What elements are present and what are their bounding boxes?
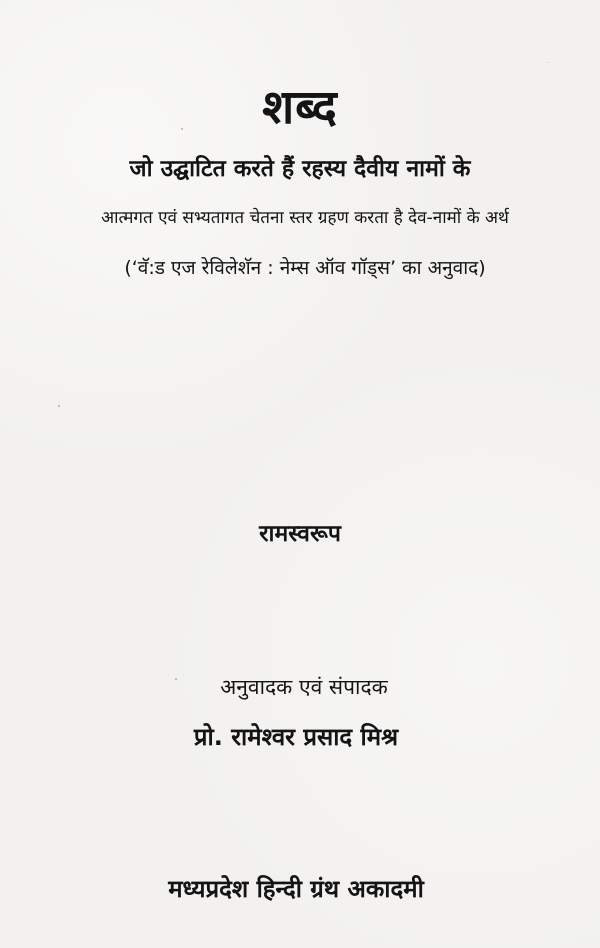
editor-name: प्रो. रामेश्वर प्रसाद मिश्र bbox=[193, 723, 399, 751]
book-subtitle: जो उद्घाटित करते हैं रहस्य दैवीय नामों के bbox=[129, 156, 471, 182]
editor-role: अनुवादक एवं संपादक bbox=[220, 675, 388, 699]
book-title: शब्द bbox=[262, 80, 338, 135]
paper-speck bbox=[181, 128, 183, 130]
publisher-name: मध्यप्रदेश हिन्दी ग्रंथ अकादमी bbox=[168, 875, 424, 903]
paper-speck bbox=[58, 405, 60, 407]
book-tagline: आत्मगत एवं सभ्यतागत चेतना स्तर ग्रहण करता है देव-नामों के अर्थ bbox=[101, 208, 509, 228]
paper-speck bbox=[548, 62, 549, 63]
translation-note: (‘वॅ:ड एज रेविलेशॅन : नेम्स ऑव गॉड्स’ का अनुवाद) bbox=[124, 257, 486, 279]
author-name: रामस्वरूप bbox=[259, 521, 341, 547]
paper-speck bbox=[175, 678, 177, 680]
